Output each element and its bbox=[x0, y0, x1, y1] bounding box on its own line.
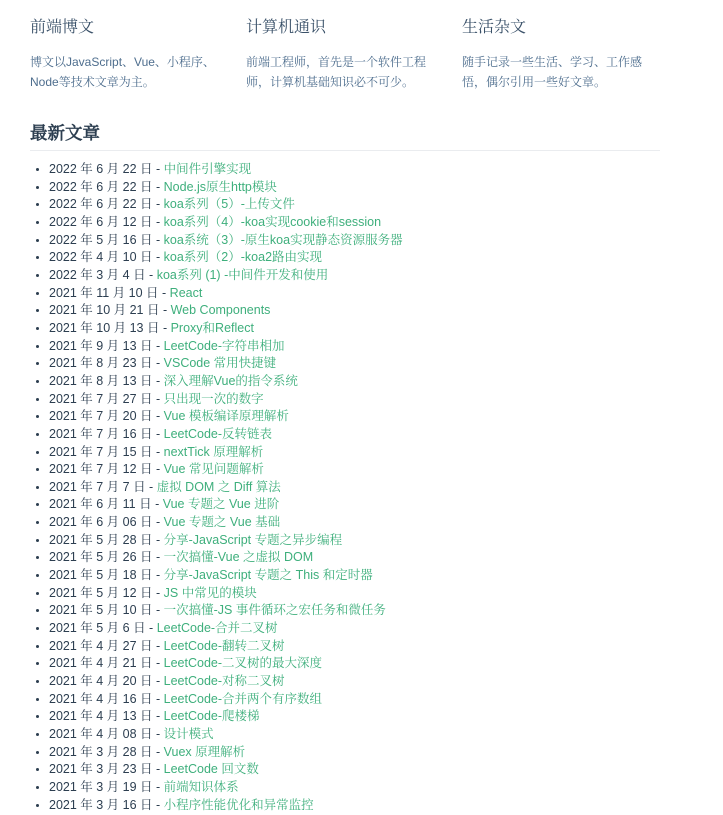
article-item bbox=[49, 444, 660, 462]
article-item bbox=[49, 708, 660, 726]
article-link[interactable]: 分享-JavaScript 专题之异步编程 bbox=[163, 532, 343, 547]
article-date: 2021 年 7 月 7 日 - bbox=[49, 479, 157, 494]
article-date: 2021 年 7 月 15 日 - bbox=[49, 444, 164, 459]
article-link[interactable]: LeetCode-字符串相加 bbox=[163, 338, 285, 353]
article-item bbox=[49, 320, 660, 338]
features-section bbox=[30, 14, 660, 92]
article-item bbox=[49, 744, 660, 762]
article-item bbox=[49, 726, 660, 744]
article-link[interactable]: VSCode 常用快捷键 bbox=[163, 356, 277, 371]
article-item bbox=[49, 567, 660, 585]
feature-details: 博文以JavaScript、Vue、小程序、Node等技术文章为主。 bbox=[30, 55, 215, 89]
article-date: 2022 年 3 月 4 日 - bbox=[49, 267, 157, 282]
article-date: 2021 年 4 月 08 日 - bbox=[49, 727, 164, 741]
article-link[interactable]: koa系列（4）-koa实现cookie和session bbox=[163, 214, 382, 229]
article-link[interactable]: 虚拟 DOM 之 Diff 算法 bbox=[156, 479, 281, 494]
article-date: 2021 年 4 月 20 日 - bbox=[49, 674, 164, 689]
article-date: 2021 年 9 月 13 日 - bbox=[49, 338, 164, 353]
article-item bbox=[49, 691, 660, 709]
article-item bbox=[49, 673, 660, 691]
latest-articles-list bbox=[30, 161, 660, 814]
article-date: 2021 年 3 月 23 日 - bbox=[49, 762, 164, 777]
article-date: 2021 年 5 月 6 日 - bbox=[49, 621, 157, 636]
article-link[interactable]: JS 中常见的模块 bbox=[163, 585, 257, 600]
article-link[interactable]: 深入理解Vue的指令系统 bbox=[163, 373, 298, 388]
article-item bbox=[49, 408, 660, 426]
article-item bbox=[49, 426, 660, 444]
article-link[interactable]: LeetCode-合并二叉树 bbox=[156, 621, 278, 636]
article-date: 2021 年 6 月 06 日 - bbox=[49, 515, 164, 530]
feature-life-essays bbox=[462, 14, 660, 92]
article-date: 2021 年 10 月 21 日 - bbox=[49, 303, 171, 318]
article-link[interactable]: Vue 常见问题解析 bbox=[163, 462, 264, 477]
article-item bbox=[49, 514, 660, 532]
article-date: 2021 年 8 月 23 日 - bbox=[49, 356, 164, 371]
article-item bbox=[49, 338, 660, 356]
article-date: 2022 年 6 月 22 日 - bbox=[49, 197, 164, 212]
article-link[interactable]: 只出现一次的数字 bbox=[163, 391, 264, 406]
article-date: 2021 年 5 月 28 日 - bbox=[49, 532, 164, 547]
article-link[interactable]: Node.js原生http模块 bbox=[163, 179, 277, 194]
article-link[interactable]: React bbox=[169, 285, 203, 300]
feature-computer-basics bbox=[246, 14, 444, 92]
article-link[interactable]: koa系统（3）-原生koa实现静态资源服务器 bbox=[163, 232, 403, 247]
article-date: 2021 年 3 月 19 日 - bbox=[49, 779, 164, 794]
article-link[interactable]: Vue 模板编译原理解析 bbox=[163, 409, 289, 424]
article-item bbox=[49, 391, 660, 409]
article-link[interactable]: 前端知识体系 bbox=[163, 779, 239, 794]
article-date: 2021 年 7 月 27 日 - bbox=[49, 391, 164, 406]
article-date: 2022 年 6 月 12 日 - bbox=[49, 214, 164, 229]
article-item bbox=[49, 302, 660, 320]
article-date: 2021 年 5 月 26 日 - bbox=[49, 550, 164, 565]
article-link[interactable]: Vuex 原理解析 bbox=[163, 744, 246, 759]
article-item bbox=[49, 249, 660, 267]
feature-details: 随手记录一些生活、学习、工作感悟，偶尔引用一些好文章。 bbox=[462, 55, 643, 89]
article-link[interactable]: Vue 专题之 Vue 基础 bbox=[163, 515, 281, 530]
article-link[interactable]: 小程序性能优化和异常监控 bbox=[163, 797, 314, 812]
article-date: 2021 年 6 月 11 日 - bbox=[49, 497, 163, 512]
article-item bbox=[49, 479, 660, 497]
article-item bbox=[49, 196, 660, 214]
article-date: 2021 年 5 月 10 日 - bbox=[49, 603, 164, 618]
article-date: 2021 年 7 月 16 日 - bbox=[49, 426, 164, 441]
article-item bbox=[49, 585, 660, 603]
article-item bbox=[49, 549, 660, 567]
article-link[interactable]: LeetCode-翻转二叉树 bbox=[163, 638, 285, 653]
article-item bbox=[49, 779, 660, 797]
article-date: 2022 年 6 月 22 日 - bbox=[49, 162, 164, 176]
feature-title: 计算机通识 bbox=[246, 19, 327, 36]
article-item bbox=[49, 496, 660, 514]
article-item bbox=[49, 161, 660, 179]
feature-title: 生活杂文 bbox=[462, 19, 527, 36]
article-item bbox=[49, 638, 660, 656]
article-date: 2021 年 7 月 12 日 - bbox=[49, 462, 164, 477]
article-date: 2021 年 5 月 18 日 - bbox=[49, 568, 164, 583]
article-item bbox=[49, 655, 660, 673]
article-link[interactable]: LeetCode-爬楼梯 bbox=[163, 709, 260, 724]
article-date: 2021 年 4 月 13 日 - bbox=[49, 709, 164, 724]
article-link[interactable]: 分享-JavaScript 专题之 This 和定时器 bbox=[163, 568, 373, 583]
article-link[interactable]: Vue 专题之 Vue 进阶 bbox=[162, 497, 280, 512]
article-item bbox=[49, 355, 660, 373]
article-item bbox=[49, 179, 660, 197]
article-link[interactable]: LeetCode-合并两个有序数组 bbox=[163, 691, 323, 706]
article-link[interactable]: LeetCode-对称二叉树 bbox=[163, 674, 285, 689]
feature-details: 前端工程师，首先是一个软件工程师，计算机基础知识必不可少。 bbox=[246, 55, 427, 89]
feature-title: 前端博文 bbox=[30, 19, 95, 36]
article-date: 2022 年 5 月 16 日 - bbox=[49, 232, 164, 247]
article-link[interactable]: LeetCode 回文数 bbox=[163, 762, 259, 777]
article-date: 2022 年 4 月 10 日 - bbox=[49, 250, 164, 265]
article-date: 2021 年 3 月 28 日 - bbox=[49, 744, 164, 759]
article-date: 2021 年 4 月 21 日 - bbox=[49, 656, 164, 671]
article-item bbox=[49, 602, 660, 620]
article-date: 2021 年 4 月 27 日 - bbox=[49, 638, 164, 653]
article-link[interactable]: koa系列（5）-上传文件 bbox=[163, 197, 295, 212]
article-link[interactable]: LeetCode-二叉树的最大深度 bbox=[163, 656, 323, 671]
feature-frontend-blog bbox=[30, 14, 228, 92]
article-link[interactable]: 中间件引擎实现 bbox=[163, 162, 252, 176]
latest-articles-heading: 最新文章 bbox=[30, 123, 660, 151]
article-link[interactable]: Proxy和Reflect bbox=[170, 320, 254, 335]
article-item bbox=[49, 373, 660, 391]
article-link[interactable]: koa系列（2）-koa2路由实现 bbox=[163, 250, 323, 265]
article-item bbox=[49, 532, 660, 550]
article-date: 2021 年 8 月 13 日 - bbox=[49, 373, 164, 388]
article-date: 2021 年 4 月 16 日 - bbox=[49, 691, 164, 706]
article-link[interactable]: koa系列 (1) -中间件开发和使用 bbox=[156, 267, 329, 282]
article-item bbox=[49, 461, 660, 479]
article-link[interactable]: 一次搞懂-Vue 之虚拟 DOM bbox=[163, 550, 314, 565]
article-link[interactable]: nextTick 原理解析 bbox=[163, 444, 264, 459]
article-date: 2021 年 10 月 13 日 - bbox=[49, 320, 171, 335]
article-item bbox=[49, 797, 660, 815]
article-item bbox=[49, 232, 660, 250]
article-date: 2021 年 3 月 16 日 - bbox=[49, 797, 164, 812]
article-link[interactable]: 一次搞懂-JS 事件循环之宏任务和微任务 bbox=[163, 603, 386, 618]
article-item bbox=[49, 267, 660, 285]
article-link[interactable]: 设计模式 bbox=[163, 727, 214, 741]
article-date: 2021 年 7 月 20 日 - bbox=[49, 409, 164, 424]
article-item bbox=[49, 285, 660, 303]
article-link[interactable]: Web Components bbox=[170, 303, 271, 318]
article-link[interactable]: LeetCode-反转链表 bbox=[163, 426, 273, 441]
article-item bbox=[49, 620, 660, 638]
article-item bbox=[49, 214, 660, 232]
article-date: 2021 年 11 月 10 日 - bbox=[49, 285, 170, 300]
article-date: 2021 年 5 月 12 日 - bbox=[49, 585, 164, 600]
article-item bbox=[49, 761, 660, 779]
article-date: 2022 年 6 月 22 日 - bbox=[49, 179, 164, 194]
